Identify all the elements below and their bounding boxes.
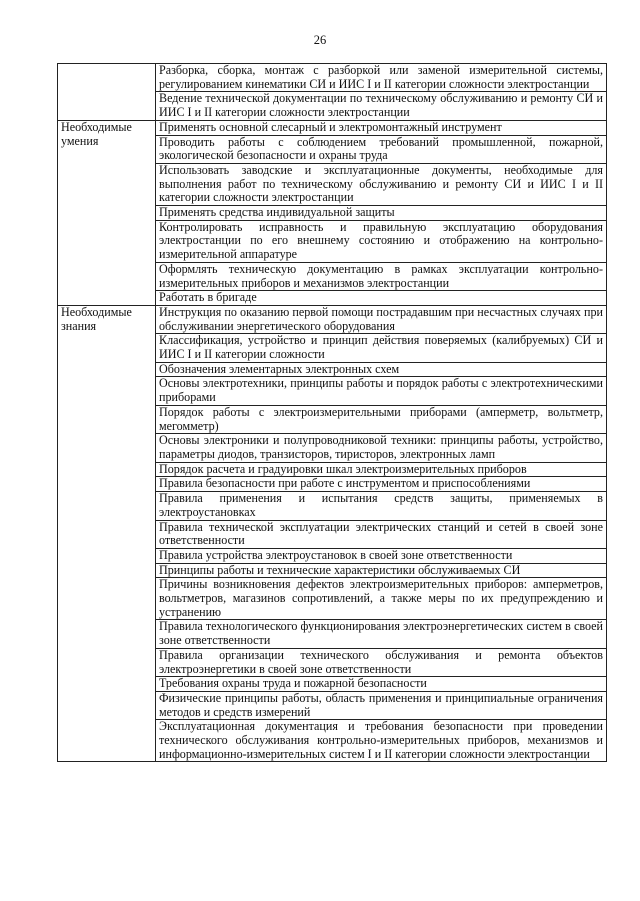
row-header <box>58 64 156 121</box>
table-cell: Правила применения и испытания средств защиты, применяемых в электроустановках <box>156 492 607 520</box>
row-header-skills: Необходимые умения <box>58 120 156 305</box>
table-row <box>58 64 607 92</box>
page-number: 26 <box>313 33 327 47</box>
table-cell: Проводить работы с соблюдением требований промышленной, пожарной, экологической безопасности и охраны труда <box>156 135 607 163</box>
table-cell: Работать в бригаде <box>156 291 607 306</box>
table-cell: Основы электроники и полупроводниковой техники: принципы работы, устройство, параметры диодов, транзисторов, тиристоров, электронных ламп <box>156 434 607 462</box>
table-cell: Причины возникновения дефектов электроизмерительных приборов: амперметров, вольтметров, магазинов сопротивлений, а также меры по их предупреждению и устранению <box>156 578 607 620</box>
table-cell: Разборка, сборка, монтаж с разборкой или заменой измерительной системы, регулированием кинематики СИ и ИИС I и II категории сложности электростанции <box>156 64 607 92</box>
table-cell: Правила технологического функционирования электроэнергетических систем в своей зоне ответственности <box>156 620 607 648</box>
table-cell: Контролировать исправность и правильную эксплуатацию оборудования электростанции по его внешнему состоянию и отображению на контрольно-измерительной аппаратуре <box>156 220 607 262</box>
table-cell: Правила безопасности при работе с инструментом и приспособлениями <box>156 477 607 492</box>
table-cell: Использовать заводские и эксплуатационные документы, необходимые для выполнения работ по техническому обслуживанию и ремонту СИ и ИИС I и II категории сложности электростанции <box>156 163 607 205</box>
table-cell: Правила технической эксплуатации электрических станций и сетей в своей зоне ответственности <box>156 520 607 548</box>
table-cell: Физические принципы работы, область применения и принципиальные ограничения методов и средств измерений <box>156 691 607 719</box>
table-cell: Правила устройства электроустановок в своей зоне ответственности <box>156 548 607 563</box>
table-cell: Оформлять техническую документацию в рамках эксплуатации контрольно-измерительных приборов и механизмов электростанции <box>156 262 607 290</box>
table-cell: Инструкция по оказанию первой помощи пострадавшим при несчастных случаях при обслуживании энергетического оборудования <box>156 305 607 333</box>
table-cell: Ведение технической документации по техническому обслуживанию и ремонту СИ и ИИС I и II категории сложности электростанции <box>156 92 607 120</box>
table-row <box>58 305 607 333</box>
requirements-table <box>57 63 607 762</box>
table-cell: Применять основной слесарный и электромонтажный инструмент <box>156 120 607 135</box>
row-header-knowledge: Необходимые знания <box>58 305 156 762</box>
table-cell: Требования охраны труда и пожарной безопасности <box>156 677 607 692</box>
table-cell: Порядок расчета и градуировки шкал электроизмерительных приборов <box>156 462 607 477</box>
table-cell: Принципы работы и технические характеристики обслуживаемых СИ <box>156 563 607 578</box>
table-cell: Обозначения элементарных электронных схем <box>156 362 607 377</box>
table-cell: Классификация, устройство и принцип действия поверяемых (калибруемых) СИ и ИИС I и II категории сложности <box>156 334 607 362</box>
table-cell: Правила организации технического обслуживания и ремонта объектов электроэнергетики в своей зоне ответственности <box>156 648 607 676</box>
table-cell: Применять средства индивидуальной защиты <box>156 206 607 221</box>
table-cell: Основы электротехники, принципы работы и порядок работы с электротехническими приборами <box>156 377 607 405</box>
table-cell: Порядок работы с электроизмерительными приборами (амперметр, вольтметр, мегомметр) <box>156 405 607 433</box>
table-row <box>58 120 607 135</box>
table-cell: Эксплуатационная документация и требования безопасности при проведении технического обслуживания контрольно-измерительных приборов, механизмов и информационно-измерительных систем I и II категории сложности электростанции <box>156 720 607 762</box>
